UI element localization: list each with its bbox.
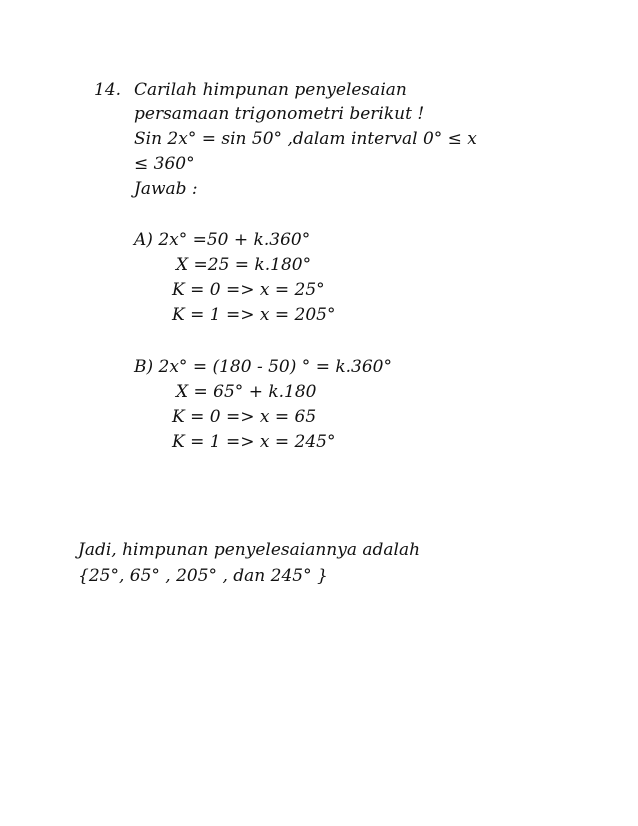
problem-line-4: ≤ 360°	[134, 154, 195, 174]
problem-line-1: Carilah himpunan penyelesaian	[134, 80, 407, 100]
case-a-line-4: K = 1 => x = 205°	[172, 305, 336, 325]
case-a-line-1: A) 2x° =50 + k.360°	[134, 230, 311, 250]
conclusion-line-2: {25°, 65° , 205° , dan 245° }	[78, 566, 328, 586]
problem-line-3: Sin 2x° = sin 50° ,dalam interval 0° ≤ x	[134, 129, 477, 149]
problem-number: 14.	[94, 80, 122, 100]
answer-label: Jawab :	[134, 179, 198, 199]
case-b-line-2: X = 65° + k.180	[176, 382, 317, 402]
case-a-line-3: K = 0 => x = 25°	[172, 280, 325, 300]
case-b-line-1: B) 2x° = (180 - 50) ° = k.360°	[134, 357, 392, 377]
case-b-line-4: K = 1 => x = 245°	[172, 432, 336, 452]
case-b-line-3: K = 0 => x = 65	[172, 407, 317, 427]
case-a-line-2: X =25 = k.180°	[176, 255, 312, 275]
problem-line-2: persamaan trigonometri berikut !	[134, 104, 425, 124]
conclusion-line-1: Jadi, himpunan penyelesaiannya adalah	[78, 540, 421, 560]
